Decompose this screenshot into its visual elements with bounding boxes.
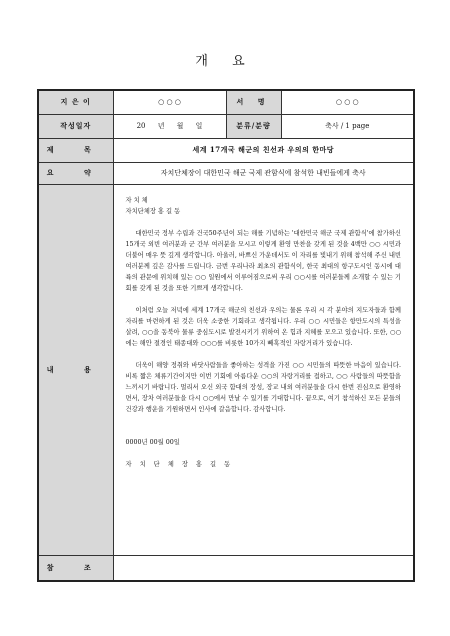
speaker-label: 서 명	[226, 90, 281, 114]
content-heading-2: 자치단체장 홍 길 동	[125, 207, 181, 215]
date-value: 20 년 월 일	[113, 114, 226, 138]
content-label: 내 용	[38, 184, 113, 555]
speaker-value: ○ ○ ○	[281, 90, 414, 114]
subject-label: 제 목	[38, 138, 113, 162]
content-signature: 자 치 단 체 장 홍 길 동	[125, 460, 234, 468]
content-heading-1: 자 치 체	[125, 196, 148, 204]
summary-label: 요 약	[38, 162, 113, 184]
author-label: 지 은 이	[38, 90, 113, 114]
subject-row	[38, 138, 414, 162]
author-value: ○ ○ ○	[113, 90, 226, 114]
content-date: 0000년 00월 00일	[125, 438, 180, 446]
content-paragraph-2: 이처럼 오늘 저녁에 세계 17개국 해군의 친선과 우의는 물론 우리 시 각 분야의 지도자들과 함께 자리를 마련하게 된 것은 더욱 소중한 기회라고 생각됩니다. 우리 ○○ 시민들은 항만도시의 특성을 살려, ○○을 동북아 물류 중심도시로 발전시키기 위하여 온 힘과 지혜를 모으고 있습니다. 또한, ○○에는 해안 절경인 태종대와 ○○○를 비롯한 10가지 빼혹적인 자랑거리가 있습니다.	[125, 306, 401, 347]
summary-row	[38, 162, 414, 184]
reference-label: 참 조	[38, 555, 113, 581]
content-paragraph-3: 더욱이 해양 정취와 바닷사람들을 좋아하는 성격을 가진 ○○ 시민들의 따뜻한 마음이 있습니다. 비록 짧은 체류기간이지만 이번 기회에 아름다운 ○○의 자랑거리를 접하고, ○○ 사람들의 따뜻함을 느끼시기 바랍니다. 멀리서 오신 외국 함대의 장성, 장교 내외 여러분들을 다시 한번 진심으로 환영하면서, 장차 여러분들을 다시 ○○에서 만날 수 있기를 기대합니다. 끝으로, 여기 참석하신 모든 분들의 건강과 행운을 기원하면서 인사에 갈음합니다. 감사합니다.	[125, 361, 401, 413]
reference-row	[38, 555, 414, 581]
content-body	[113, 184, 414, 555]
summary-value: 자치단체장이 대한민국 해군 국제 관함식에 참석한 내빈들에게 축사	[113, 162, 414, 184]
subject-value: 세계 17개국 해군의 친선과 우의의 한마당	[113, 138, 414, 162]
document-table	[37, 89, 415, 582]
document-title: 개 요	[195, 54, 255, 69]
date-row	[38, 114, 414, 138]
author-row	[38, 90, 414, 114]
date-label: 작성일자	[38, 114, 113, 138]
type-value: 축사 / 1 page	[281, 114, 414, 138]
content-paragraph-1: 대한민국 정부 수립과 건국50주년이 되는 해를 기념하는 '대한민국 해군 국제 관함식'에 참가하신 15개국 외빈 여러분과 군 간부 여러분을 모시고 이렇게 환영 만찬을 갖게 된 것을 4백만 ○○ 시민과 더불어 매우 뜻 깊게 생각합니다. 아울러, 바쁘신 가운데서도 이 자리를 빛내기 위해 참석해 주신 내빈 여러분께 깊은 감사를 드립니다. 금번 우리나라 최초의 관함식이, 한국 최대의 항구도시인 동시에 대륙의 관문에 위치해 있는 ○○ 일원에서 이루어짐으로써 우리 ○○시를 여러분들께 소개할 수 있는 기회를 갖게 된 것을 또한 기쁘게 생각합니다.	[125, 229, 401, 292]
reference-value	[113, 555, 414, 581]
type-label: 분류/분량	[226, 114, 281, 138]
content-row	[38, 184, 414, 555]
